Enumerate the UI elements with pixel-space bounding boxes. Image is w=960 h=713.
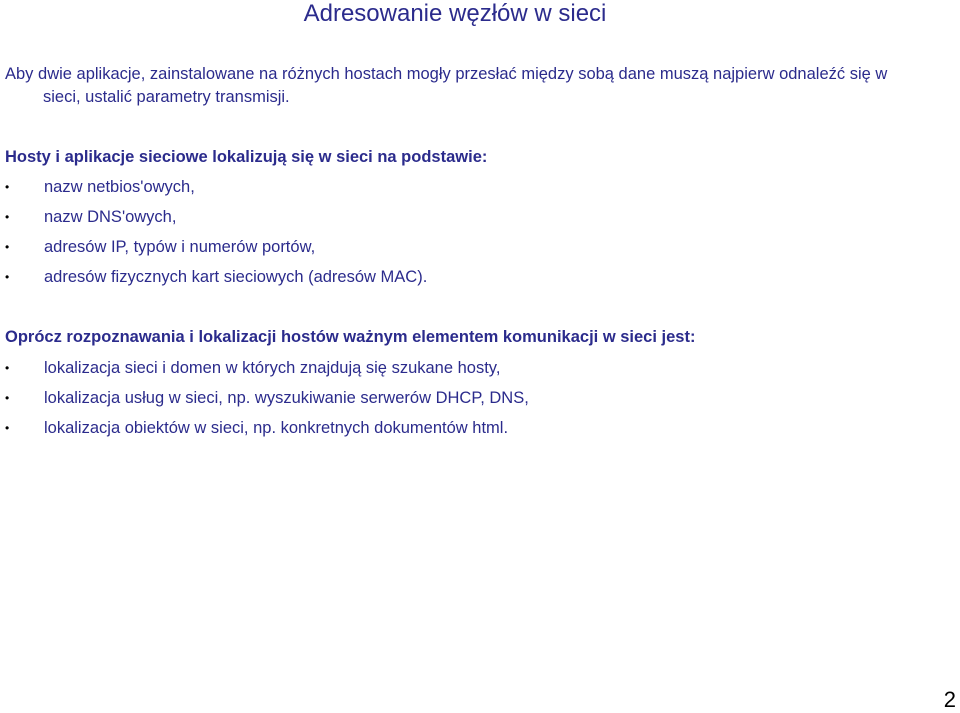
list-item — [0, 176, 427, 206]
list-item — [0, 206, 427, 236]
bullet-icon: • — [5, 210, 10, 224]
page-number: 2 — [943, 687, 956, 712]
bullet-icon: • — [5, 361, 10, 375]
list-item — [0, 266, 427, 296]
section-2-heading: Oprócz rozpoznawania i lokalizacji hostów ważnym elementem komunikacji w sieci jest: — [5, 328, 696, 346]
list-item-text: adresów fizycznych kart sieciowych (adresów MAC). — [44, 268, 428, 286]
list-item — [0, 417, 529, 447]
intro-paragraph — [5, 63, 957, 109]
section-1-list — [0, 176, 427, 296]
list-item-text: nazw DNS'owych, — [44, 208, 177, 226]
intro-line-1: Aby dwie aplikacje, zainstalowane na różnych hostach mogły przesłać między sobą dane muszą najpierw odnaleźć się w — [5, 65, 888, 83]
section-2-list — [0, 357, 529, 447]
list-item-text: lokalizacja usług w sieci, np. wyszukiwanie serwerów DHCP, DNS, — [44, 389, 529, 407]
slide-title: Adresowanie węzłów w sieci — [303, 0, 607, 27]
bullet-icon: • — [5, 180, 10, 194]
bullet-icon: • — [5, 391, 10, 405]
bullet-icon: • — [5, 421, 10, 435]
list-item-text: lokalizacja sieci i domen w których znajdują się szukane hosty, — [44, 359, 501, 377]
list-item — [0, 387, 529, 417]
list-item-text: adresów IP, typów i numerów portów, — [44, 238, 316, 256]
list-item-text: nazw netbios'owych, — [44, 178, 195, 196]
section-1-heading: Hosty i aplikacje sieciowe lokalizują się w sieci na podstawie: — [5, 148, 488, 166]
intro-line-2: sieci, ustalić parametry transmisji. — [43, 88, 290, 106]
list-item — [0, 357, 529, 387]
bullet-icon: • — [5, 240, 10, 254]
list-item-text: lokalizacja obiektów w sieci, np. konkretnych dokumentów html. — [44, 419, 509, 437]
bullet-icon: • — [5, 270, 10, 284]
list-item — [0, 236, 427, 266]
